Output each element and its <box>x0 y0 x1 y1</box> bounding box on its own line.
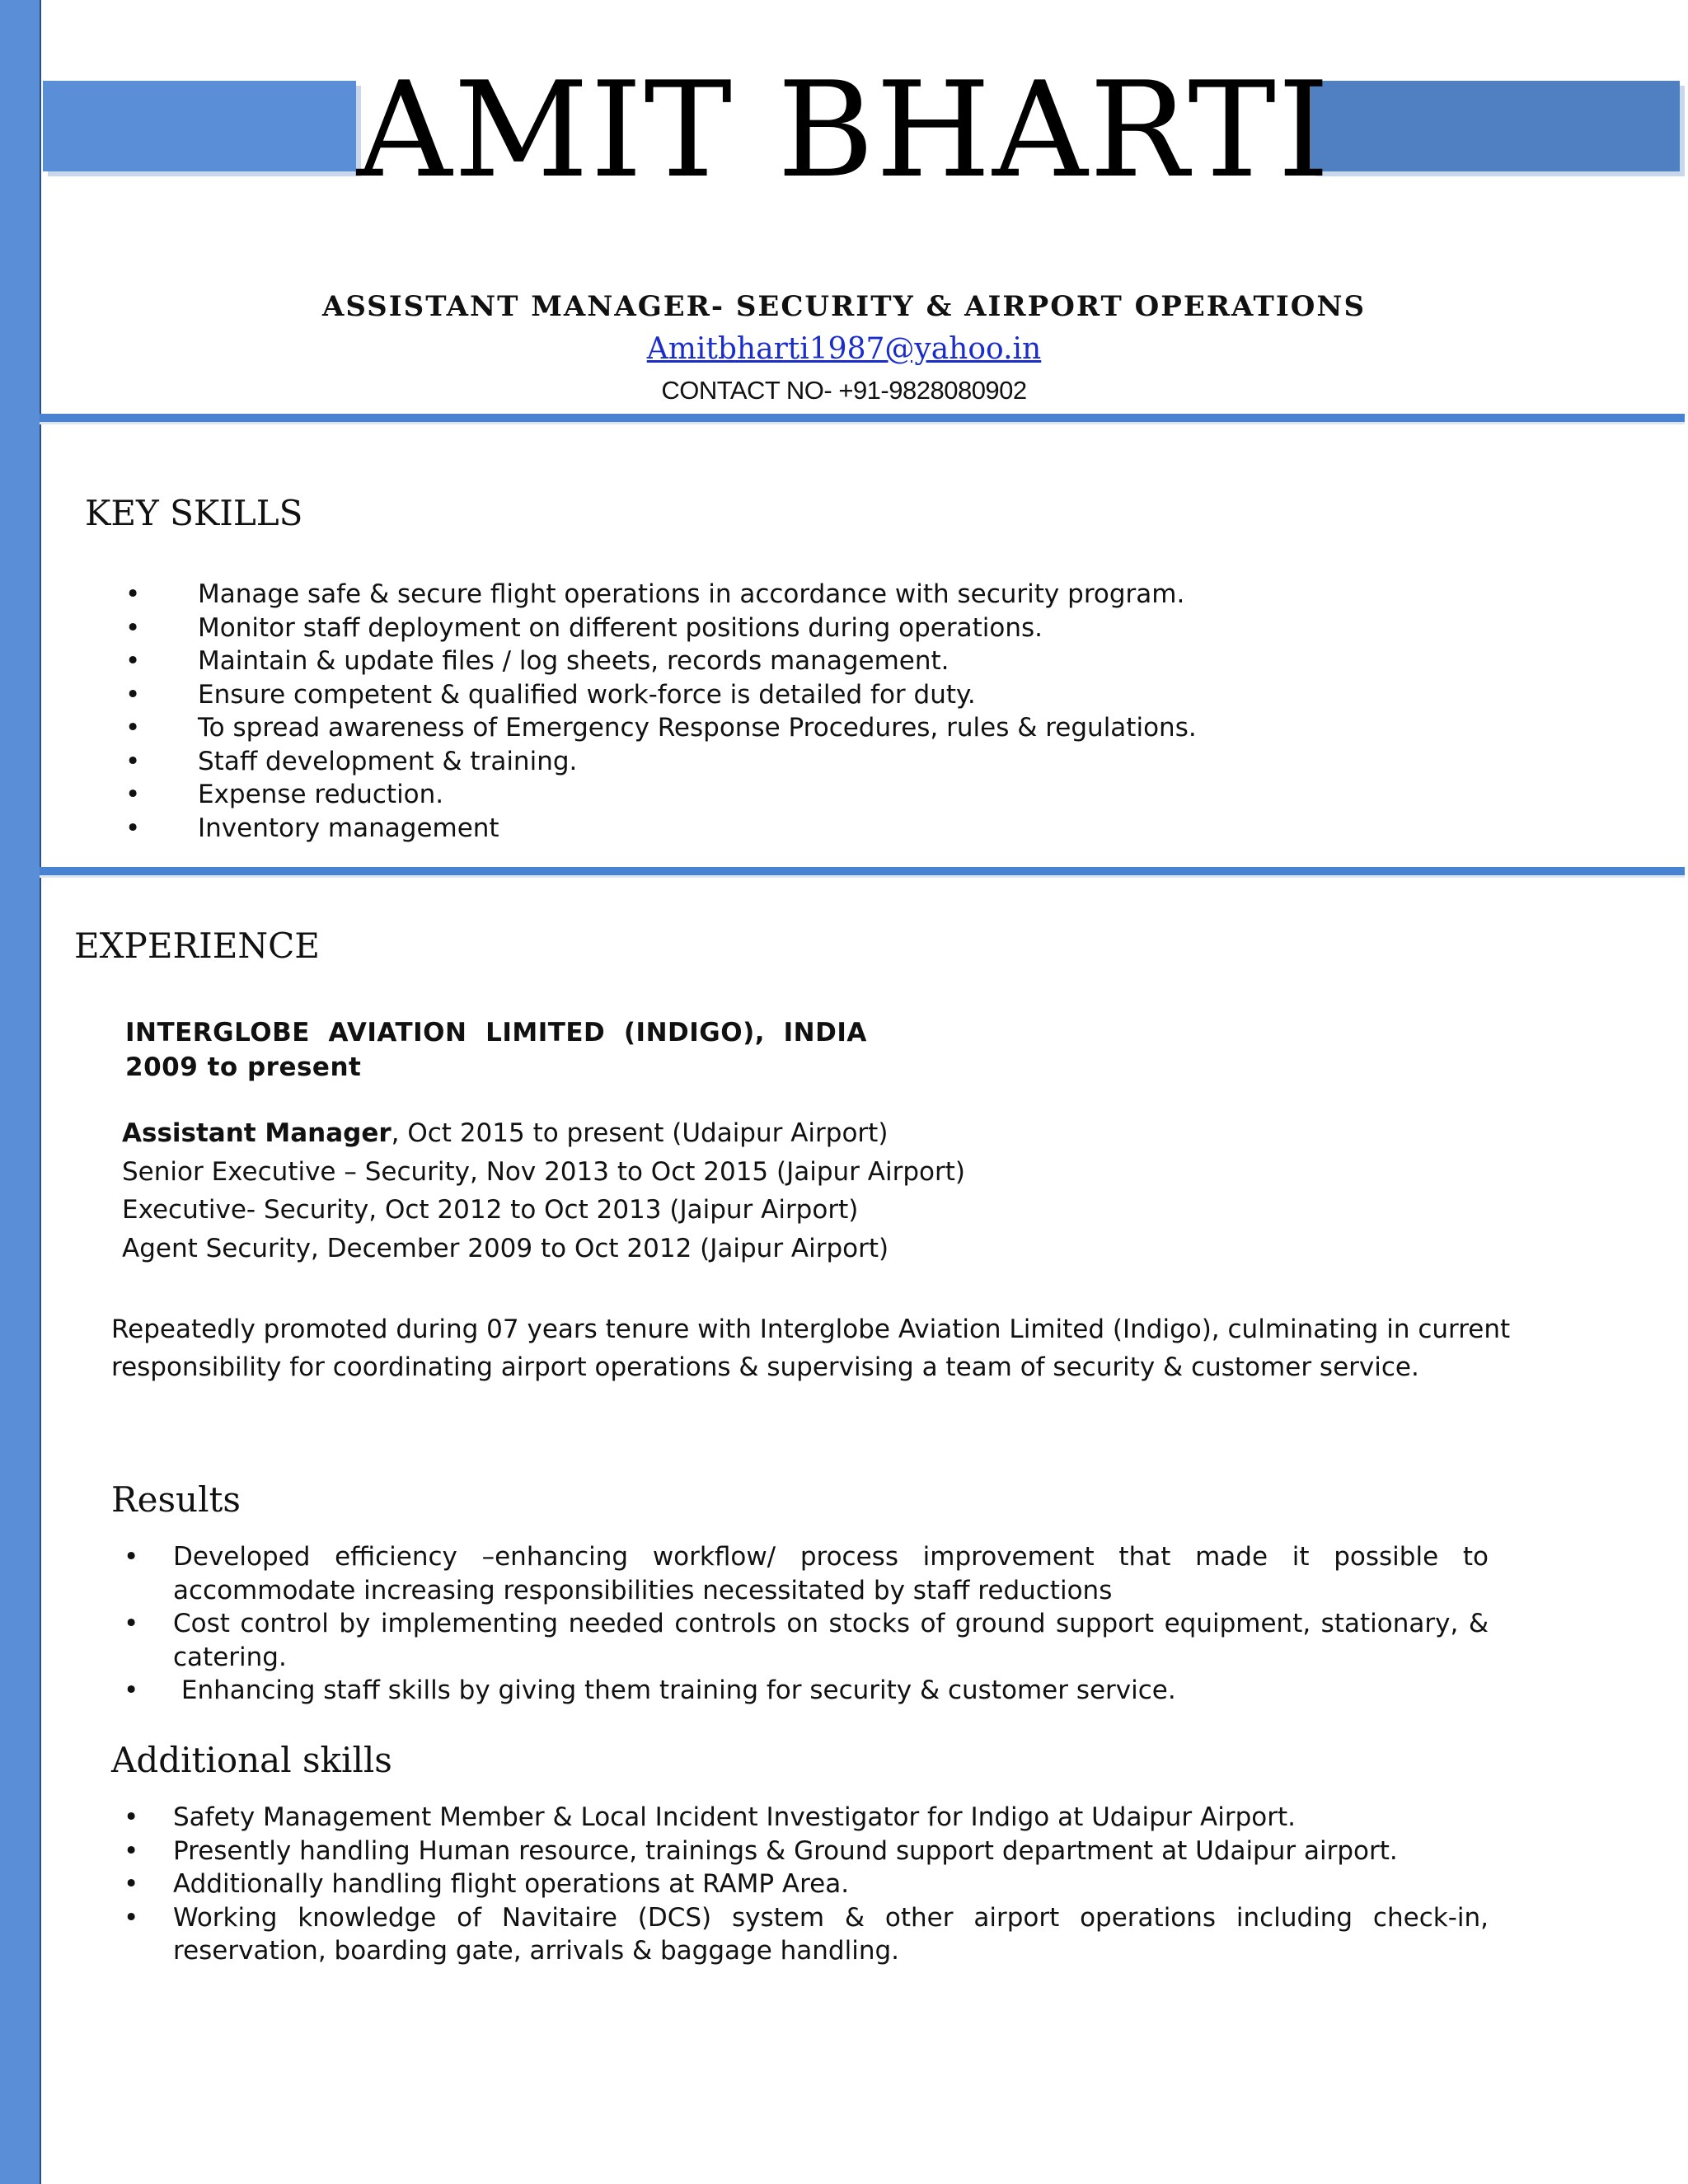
results-heading: Results <box>111 1479 241 1520</box>
list-item: • To spread awareness of Emergency Response Procedures, rules & regulations. <box>198 711 1197 745</box>
roles-list <box>122 1114 965 1268</box>
list-item: • Inventory management <box>198 812 1197 846</box>
role-detail: Executive- Security, Oct 2012 to Oct 2013 (Jaipur Airport) <box>122 1195 859 1225</box>
list-item: • Maintain & update files / log sheets, records management. <box>198 644 1197 678</box>
key-skills-heading: KEY SKILLS <box>85 493 303 533</box>
key-skills-list <box>198 578 1197 845</box>
left-accent-bar <box>0 0 41 2184</box>
list-item: • Cost control by implementing needed controls on stocks of ground support equipment, stationary, & catering. <box>173 1607 1489 1674</box>
list-item: • Safety Management Member & Local Incident Investigator for Indigo at Udaipur Airport. <box>173 1801 1489 1835</box>
role-line <box>122 1153 965 1192</box>
employment-period: 2009 to present <box>125 1052 362 1082</box>
role-detail: Agent Security, December 2009 to Oct 2012 (Jaipur Airport) <box>122 1233 889 1263</box>
company-block <box>125 1015 867 1085</box>
section-divider <box>40 867 1685 878</box>
list-item: • Expense reduction. <box>198 778 1197 812</box>
list-item: • Additionally handling flight operations at RAMP Area. <box>173 1868 1489 1901</box>
list-item: • Developed efficiency –enhancing workflow/ process improvement that made it possible to accommodate increasing responsibilities necessitated by staff reductions <box>173 1540 1489 1607</box>
role-line <box>122 1230 965 1268</box>
contact-number: CONTACT NO- +91-9828080902 <box>661 376 1027 405</box>
additional-skills-list <box>173 1801 1489 1968</box>
list-item: • Ensure competent & qualified work-force is detailed for duty. <box>198 678 1197 712</box>
list-item: • Manage safe & secure flight operations in accordance with security program. <box>198 578 1197 612</box>
candidate-name: AMIT BHARTI <box>356 53 1332 207</box>
company-name: INTERGLOBE AVIATION LIMITED (INDIGO), INDIA <box>125 1018 867 1047</box>
job-title: ASSISTANT MANAGER- SECURITY & AIRPORT OPERATIONS <box>322 290 1366 323</box>
experience-summary: Repeatedly promoted during 07 years tenure with Interglobe Aviation Limited (Indigo), culminating in current responsibility for coordinating airport operations & supervising a team of security & customer service. <box>111 1315 1511 1382</box>
section-divider <box>40 414 1685 424</box>
results-list <box>173 1540 1489 1708</box>
list-item: • Monitor staff deployment on different positions during operations. <box>198 612 1197 645</box>
role-line <box>122 1191 965 1230</box>
role-detail: , Oct 2015 to present (Udaipur Airport) <box>391 1118 889 1148</box>
role-title: Assistant Manager <box>122 1118 392 1148</box>
role-line <box>122 1114 965 1153</box>
list-item: • Staff development & training. <box>198 745 1197 779</box>
list-item: • Presently handling Human resource, trainings & Ground support department at Udaipur airport. <box>173 1835 1489 1868</box>
additional-skills-heading: Additional skills <box>111 1740 392 1780</box>
experience-heading: EXPERIENCE <box>74 926 320 966</box>
list-item: • Enhancing staff skills by giving them training for security & customer service. <box>173 1674 1489 1708</box>
role-detail: Senior Executive – Security, Nov 2013 to Oct 2015 (Jaipur Airport) <box>122 1156 965 1187</box>
list-item: • Working knowledge of Navitaire (DCS) system & other airport operations including check-in, reservation, boarding gate, arrivals & baggage handling. <box>173 1901 1489 1968</box>
email-link[interactable]: Amitbharti1987@yahoo.in <box>646 332 1042 366</box>
